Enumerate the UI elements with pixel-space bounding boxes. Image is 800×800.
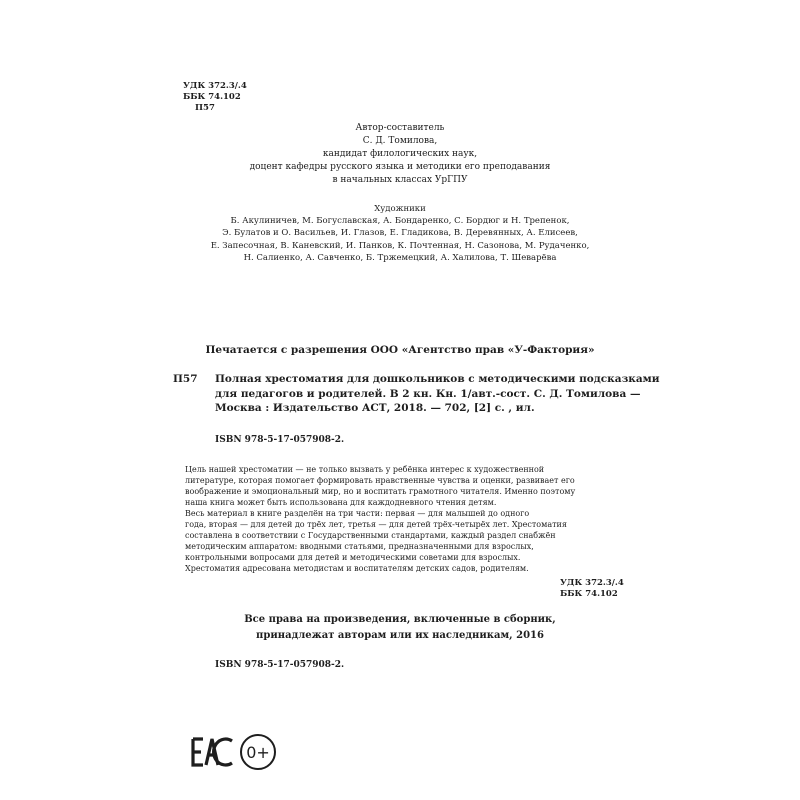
rights-line: принадлежат авторам или их наследникам, 2016 xyxy=(256,630,544,641)
bbk-label: ББК xyxy=(560,589,583,599)
udk-label: УДК xyxy=(560,578,583,588)
abstract-line: воображение и эмоциональный мир, но и воспитать грамотного читателя. Именно поэтому xyxy=(185,487,576,496)
bbk-line xyxy=(560,589,624,600)
abstract-line: года, вторая — для детей до трёх лет, третья — для детей трёх-четырёх лет. Хрестоматия xyxy=(185,520,567,529)
abstract-line: контрольными вопросами для детей и методическими советами для взрослых. xyxy=(185,553,521,562)
author-line: С. Д. Томилова, xyxy=(362,136,438,146)
bbk-code: 74.102 xyxy=(585,589,618,599)
eac-logo-icon xyxy=(191,737,235,767)
author-line: в начальных классах УрГПУ xyxy=(332,175,468,185)
author-index: П57 xyxy=(195,103,215,113)
abstract-line: Цель нашей хрестоматии — не только вызвать у ребёнка интерес к художественной xyxy=(185,465,545,474)
udk-code: 372.3/.4 xyxy=(208,81,247,91)
abstract-block xyxy=(185,464,605,574)
artists-heading: Художники xyxy=(374,204,426,214)
artists-line: Н. Салиенко, А. Савченко, Б. Тржемецкий, А. Халилова, Т. Шеварёва xyxy=(243,252,557,263)
eac-mark-icon xyxy=(191,737,235,771)
udk-line xyxy=(183,81,247,92)
bbk-label: ББК xyxy=(183,92,206,102)
bbk-line xyxy=(183,92,247,103)
udk-block-top xyxy=(183,81,247,114)
entry-line: Полная хрестоматия для дошкольников с методическими подсказками xyxy=(215,373,660,385)
abstract-line: наша книга может быть использована для каждодневного чтения детям. xyxy=(185,498,497,507)
isbn: ISBN 978-5-17-057908-2. xyxy=(215,435,345,445)
artists-block xyxy=(150,203,650,264)
author-line: Автор-составитель xyxy=(355,123,445,133)
author-line: кандидат филологических наук, xyxy=(322,149,478,159)
udk-line xyxy=(560,578,624,589)
abstract-line: Весь материал в книге разделён на три части: первая — для малышей до одного xyxy=(185,509,530,518)
entry-line: Москва : Издательство АСТ, 2018. — 702, [2] с. , ил. xyxy=(215,402,535,414)
bbk-code: 74.102 xyxy=(208,92,241,102)
abstract-line: составлена в соответствии с Государственными стандартами, каждый раздел снабжён xyxy=(185,531,556,540)
entry-line: для педагогов и родителей. В 2 кн. Кн. 1/авт.-сост. С. Д. Томилова — xyxy=(215,387,641,400)
author-line: доцент кафедры русского языка и методики его преподавания xyxy=(249,162,551,172)
udk-code: 372.3/.4 xyxy=(585,578,624,588)
abstract-line: методическим аппаратом: вводными статьями, предназначенными для взрослых, xyxy=(185,542,534,551)
artists-line: Э. Булатов и О. Васильев, И. Глазов, Е. Гладикова, В. Деревянных, А. Елисеев, xyxy=(222,228,578,239)
artists-line: Е. Запесочная, В. Каневский, И. Панков, К. Почтенная, Н. Сазонова, М. Рудаченко, xyxy=(210,240,590,251)
author-block xyxy=(200,122,600,187)
age-rating-badge: 0+ xyxy=(240,734,276,770)
entry-code: П57 xyxy=(173,373,198,385)
rights-line: Все права на произведения, включенные в сборник, xyxy=(244,614,556,625)
isbn-bottom: ISBN 978-5-17-057908-2. xyxy=(215,660,345,670)
udk-block-bottom xyxy=(560,578,624,600)
udk-label: УДК xyxy=(183,81,206,91)
abstract-line: литературе, которая помогает формировать нравственные чувства и оценки, развивает его xyxy=(185,476,575,485)
permission-note: Печатается с разрешения ООО «Агентство прав «У-Фактория» xyxy=(205,344,595,356)
bibliographic-entry xyxy=(215,372,660,416)
rights-note xyxy=(200,612,600,644)
artists-line: Б. Акулиничев, М. Богуславская, А. Бондаренко, С. Бордюг и Н. Трепенок, xyxy=(230,216,570,227)
abstract-line: Хрестоматия адресована методистам и воспитателям детских садов, родителям. xyxy=(185,564,529,573)
